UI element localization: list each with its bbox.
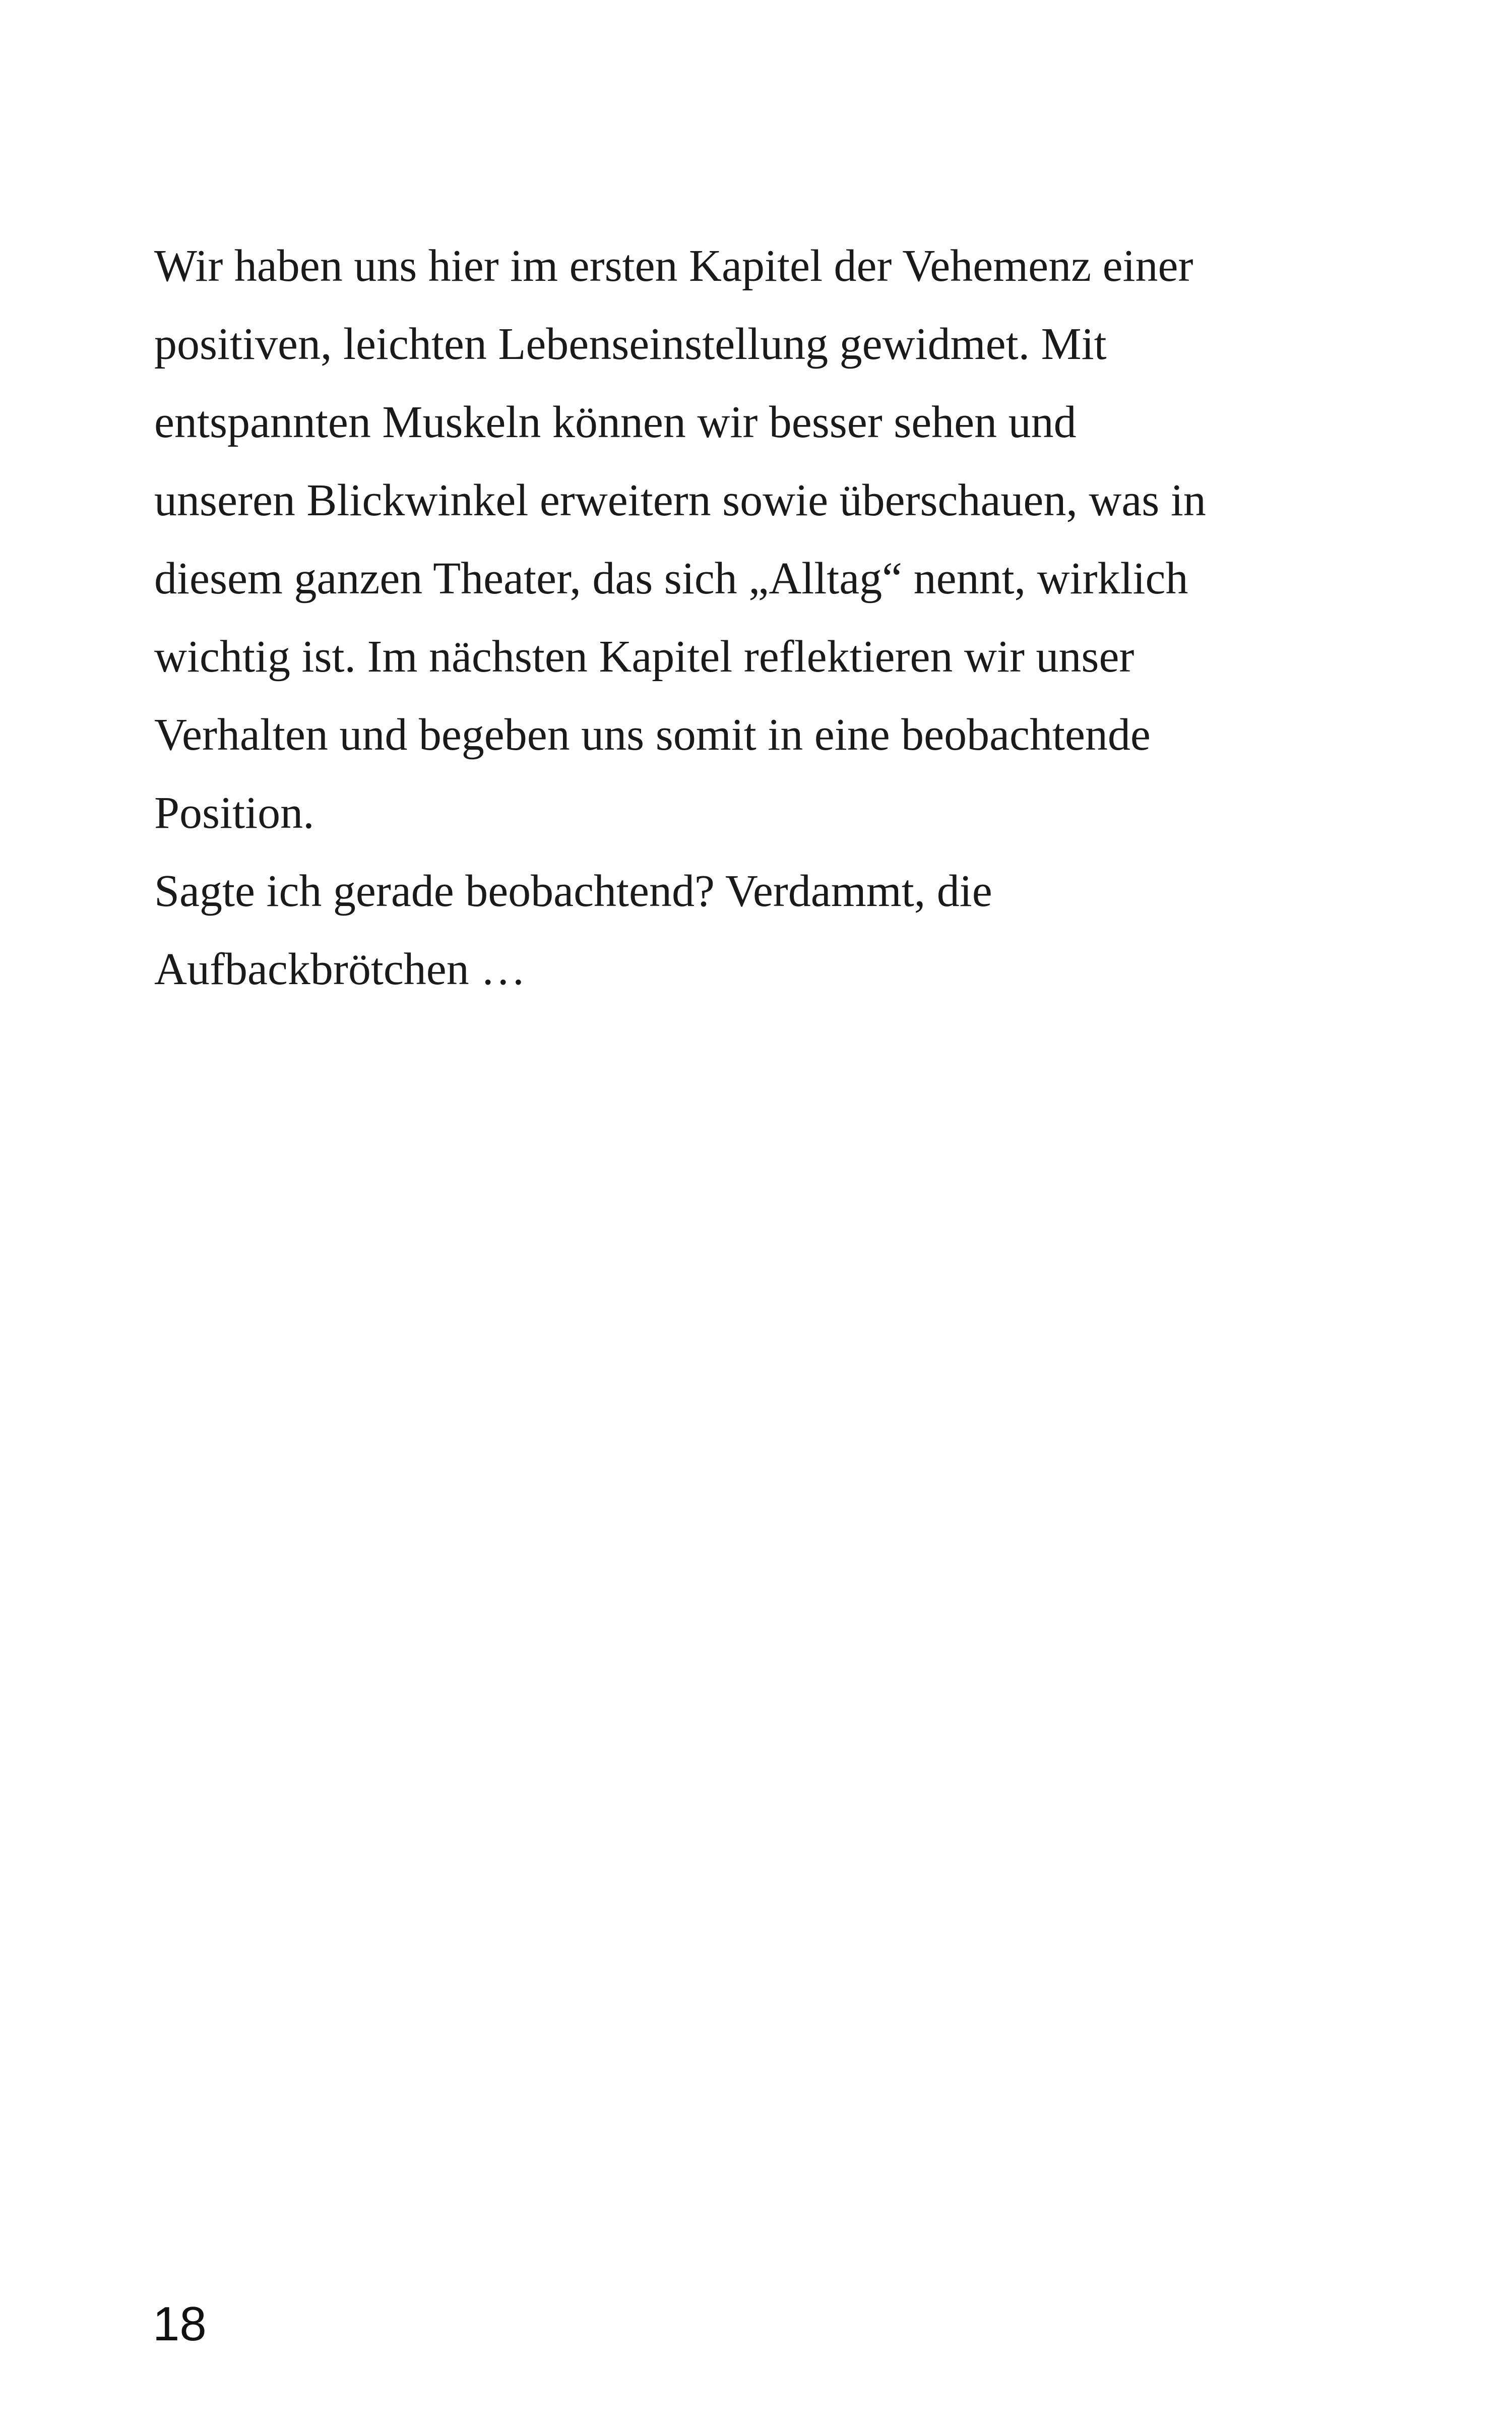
body-text [154,227,1364,1008]
text-line: Wir haben uns hier im ersten Kapitel der Vehemenz einer [154,241,1193,291]
text-line: entspannten Muskeln können wir besser sehen und [154,397,1077,447]
text-line: Aufbackbrötchen … [154,944,526,994]
text-line: unseren Blickwinkel erweitern sowie überschauen, was in [154,475,1206,525]
page-number: 18 [153,2297,207,2351]
text-line: Sagte ich gerade beobachtend? Verdammt, die [154,866,992,916]
text-line: wichtig ist. Im nächsten Kapitel reflektieren wir unser [154,632,1135,682]
text-line: Verhalten und begeben uns somit in eine beobachtende [154,710,1151,760]
text-line: positiven, leichten Lebenseinstellung gewidmet. Mit [154,319,1107,369]
text-line: Position. [154,788,314,838]
text-line: diesem ganzen Theater, das sich „Alltag“ nennt, wirklich [154,554,1188,603]
